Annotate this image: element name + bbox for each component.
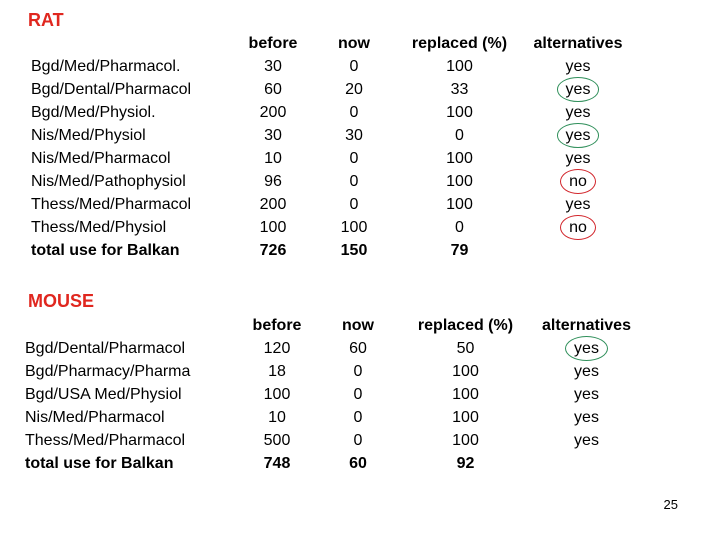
- alternatives-value: no: [569, 216, 587, 239]
- column-header-before: before: [248, 35, 298, 52]
- rat-table: [31, 32, 638, 262]
- alternatives-value: yes: [565, 58, 591, 75]
- before-cell: 100: [263, 386, 291, 403]
- column-header-label: [25, 314, 245, 337]
- before-cell: 500: [263, 432, 291, 449]
- replaced-cell: 33: [450, 81, 469, 98]
- now-cell: 0: [349, 196, 359, 213]
- total-label: total use for Balkan: [25, 455, 174, 472]
- table-row: [31, 170, 638, 193]
- before-cell: 10: [264, 150, 282, 167]
- alternatives-cell: [518, 101, 638, 124]
- now-cell: 0: [349, 104, 359, 121]
- row-label: Thess/Med/Physiol: [31, 219, 167, 236]
- alternatives-value: no: [569, 170, 587, 193]
- alternatives-value: yes: [574, 363, 599, 380]
- replaced-cell: 100: [446, 173, 473, 190]
- replaced-cell: 100: [452, 363, 479, 380]
- alternatives-cell: [518, 124, 638, 147]
- table-row: [25, 429, 649, 452]
- column-header-alternatives: alternatives: [533, 35, 623, 52]
- replaced-cell: 100: [452, 409, 479, 426]
- alternatives-value: yes: [565, 196, 591, 213]
- alternatives-value: yes: [566, 78, 591, 101]
- alternatives-cell: [518, 216, 638, 239]
- now-cell: 0: [349, 58, 359, 75]
- row-label: Nis/Med/Pharmacol: [25, 409, 165, 426]
- alternatives-value: yes: [574, 409, 599, 426]
- now-cell: 0: [353, 432, 363, 449]
- total-now: 150: [340, 242, 368, 259]
- alternatives-value: yes: [566, 124, 591, 147]
- column-header-now: now: [342, 317, 374, 334]
- table-row: [25, 406, 649, 429]
- total-replaced: 79: [450, 242, 469, 259]
- now-cell: 0: [349, 173, 359, 190]
- replaced-cell: 100: [446, 150, 473, 167]
- now-cell: 0: [353, 386, 363, 403]
- before-cell: 18: [268, 363, 286, 380]
- alternatives-cell: [524, 429, 649, 452]
- mouse-table: [25, 314, 649, 475]
- table-row: [25, 383, 649, 406]
- replaced-cell: 100: [446, 196, 473, 213]
- alternatives-value: yes: [574, 386, 599, 403]
- total-now: 60: [349, 455, 367, 472]
- now-cell: 0: [349, 150, 359, 167]
- row-label: Nis/Med/Pathophysiol: [31, 173, 186, 190]
- page-number: 25: [663, 497, 678, 512]
- table-row: [31, 78, 638, 101]
- before-cell: 60: [264, 81, 282, 98]
- replaced-cell: 100: [446, 58, 473, 75]
- column-header-alternatives: alternatives: [542, 317, 631, 334]
- before-cell: 200: [259, 196, 287, 213]
- table-row: [25, 337, 649, 360]
- before-cell: 96: [264, 173, 282, 190]
- table-header-row: [25, 314, 649, 337]
- column-header-replaced: replaced (%): [417, 317, 514, 334]
- before-cell: 100: [259, 219, 287, 236]
- alternatives-cell: [524, 337, 649, 360]
- total-replaced: 92: [456, 455, 475, 472]
- row-label: Bgd/Dental/Pharmacol: [25, 340, 186, 357]
- row-label: Bgd/Pharmacy/Pharma: [25, 363, 191, 380]
- total-row: [31, 239, 638, 262]
- alternatives-cell: [524, 406, 649, 429]
- alternatives-value: yes: [574, 432, 599, 449]
- table-header-row: [31, 32, 638, 55]
- now-cell: 20: [345, 81, 363, 98]
- before-cell: 30: [264, 127, 282, 144]
- before-cell: 200: [259, 104, 287, 121]
- total-label: total use for Balkan: [31, 242, 180, 259]
- replaced-cell: 50: [456, 340, 475, 357]
- alternatives-cell: [518, 55, 638, 78]
- now-cell: 100: [340, 219, 368, 236]
- alternatives-value: yes: [565, 104, 591, 121]
- rat-section-title: RAT: [28, 10, 64, 30]
- replaced-cell: 0: [455, 127, 464, 144]
- table-row: [31, 193, 638, 216]
- alternatives-cell: [524, 360, 649, 383]
- replaced-cell: 100: [452, 386, 479, 403]
- table-row: [31, 216, 638, 239]
- row-label: Nis/Med/Pharmacol: [31, 150, 171, 167]
- column-header-before: before: [252, 317, 302, 334]
- alternatives-cell: [518, 147, 638, 170]
- row-label: Bgd/Dental/Pharmacol: [31, 81, 192, 98]
- now-cell: 60: [349, 340, 367, 357]
- total-row: [25, 452, 649, 475]
- replaced-cell: 100: [446, 104, 473, 121]
- total-before: 726: [259, 242, 287, 259]
- alternatives-cell: [518, 193, 638, 216]
- now-cell: 30: [345, 127, 363, 144]
- before-cell: 30: [264, 58, 282, 75]
- column-header-replaced: replaced (%): [411, 35, 508, 52]
- mouse-section-title: MOUSE: [28, 291, 95, 311]
- row-label: Bgd/USA Med/Physiol: [25, 386, 182, 403]
- row-label: Thess/Med/Pharmacol: [25, 432, 186, 449]
- column-header-now: now: [338, 35, 370, 52]
- alternatives-value: yes: [574, 337, 599, 360]
- total-before: 748: [263, 455, 291, 472]
- table-row: [31, 124, 638, 147]
- table-row: [31, 101, 638, 124]
- table-row: [31, 147, 638, 170]
- row-label: Nis/Med/Physiol: [31, 127, 146, 144]
- row-label: Thess/Med/Pharmacol: [31, 196, 192, 213]
- row-label: Bgd/Med/Physiol.: [31, 104, 156, 121]
- replaced-cell: 0: [455, 219, 464, 236]
- alternatives-value: yes: [565, 150, 591, 167]
- now-cell: 0: [353, 409, 363, 426]
- column-header-label: [31, 32, 239, 55]
- total-alternatives-empty: [518, 239, 638, 262]
- alternatives-cell: [524, 383, 649, 406]
- alternatives-cell: [518, 78, 638, 101]
- alternatives-cell: [518, 170, 638, 193]
- total-alternatives-empty: [524, 452, 649, 475]
- before-cell: 10: [268, 409, 286, 426]
- row-label: Bgd/Med/Pharmacol.: [31, 58, 181, 75]
- table-row: [25, 360, 649, 383]
- now-cell: 0: [353, 363, 363, 380]
- before-cell: 120: [263, 340, 291, 357]
- replaced-cell: 100: [452, 432, 479, 449]
- table-row: [31, 55, 638, 78]
